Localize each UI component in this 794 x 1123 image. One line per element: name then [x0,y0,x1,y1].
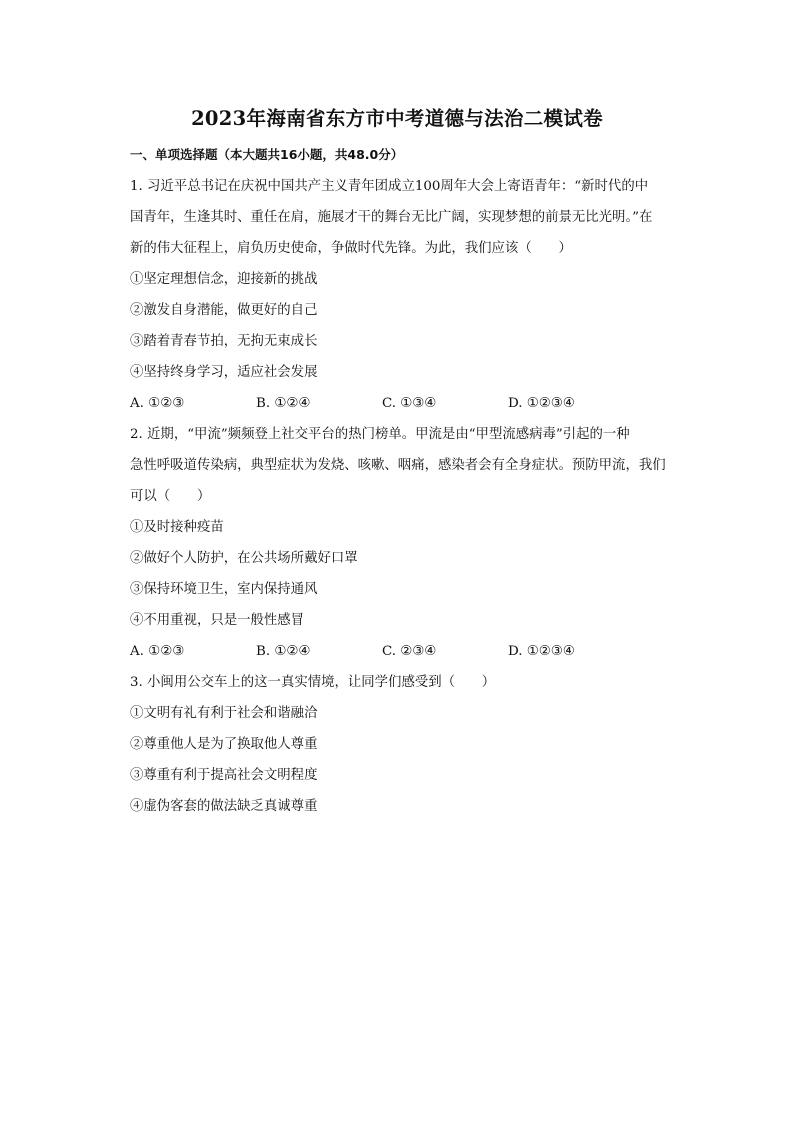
question-stem-line: 国青年，生逢其时、重任在肩，施展才干的舞台无比广阔，实现梦想的前景无比光明。”在 [130,210,653,225]
choice-d[interactable]: D. ①②③④ [508,644,575,659]
answer-choices [130,388,690,419]
statement-item: ③踏着青春节拍，无拘无束成长 [130,334,318,349]
statement-item: ④虚伪客套的做法缺乏真诚尊重 [130,799,318,814]
statement-item: ③尊重有利于提高社会文明程度 [130,768,318,783]
question-3 [130,667,690,822]
question-stem-line: 急性呼吸道传染病，典型症状为发烧、咳嗽、咽痛，感染者会有全身症状。预防甲流，我们 [130,458,666,473]
question-stem-line: 3. 小闽用公交车上的这一真实情境，让同学们感受到（ ） [130,675,496,690]
page-title: 2023年海南省东方市中考道德与法治二模试卷 [191,107,603,130]
choice-d[interactable]: D. ①②③④ [508,396,575,411]
choice-a[interactable]: A. ①②③ [130,396,185,411]
statement-item: ②尊重他人是为了换取他人尊重 [130,737,318,752]
section-header: 一、单项选择题（本大题共16小题，共48.0分） [130,147,404,162]
statement-item: ①坚定理想信念，迎接新的挑战 [130,272,318,287]
question-stem-line: 新的伟大征程上，肩负历史使命，争做时代先锋。为此，我们应该（ ） [130,241,572,256]
questions-list [130,171,690,822]
statement-item: ①及时接种疫苗 [130,520,224,535]
statement-item: ②做好个人防护，在公共场所戴好口罩 [130,551,358,566]
choice-b[interactable]: B. ①②④ [256,644,311,659]
statement-item: ②激发自身潜能，做更好的自己 [130,303,318,318]
statement-item: ①文明有礼有利于社会和谐融洽 [130,706,318,721]
statement-item: ④不用重视，只是一般性感冒 [130,613,305,628]
question-stem-line: 可以（ ） [130,489,211,504]
answer-choices [130,636,690,667]
question-2 [130,419,690,667]
question-1 [130,171,690,419]
choice-c[interactable]: C. ①③④ [382,396,437,411]
question-stem-line: 1. 习近平总书记在庆祝中国共产主义青年团成立100周年大会上寄语青年：“新时代的中 [130,179,649,194]
choice-b[interactable]: B. ①②④ [256,396,311,411]
choice-c[interactable]: C. ②③④ [382,644,437,659]
statement-item: ④坚持终身学习，适应社会发展 [130,365,318,380]
choice-a[interactable]: A. ①②③ [130,644,185,659]
statement-item: ③保持环境卫生，室内保持通风 [130,582,318,597]
question-stem-line: 2. 近期，“甲流”频频登上社交平台的热门榜单。甲流是由“甲型流感病毒”引起的一种 [130,427,630,442]
